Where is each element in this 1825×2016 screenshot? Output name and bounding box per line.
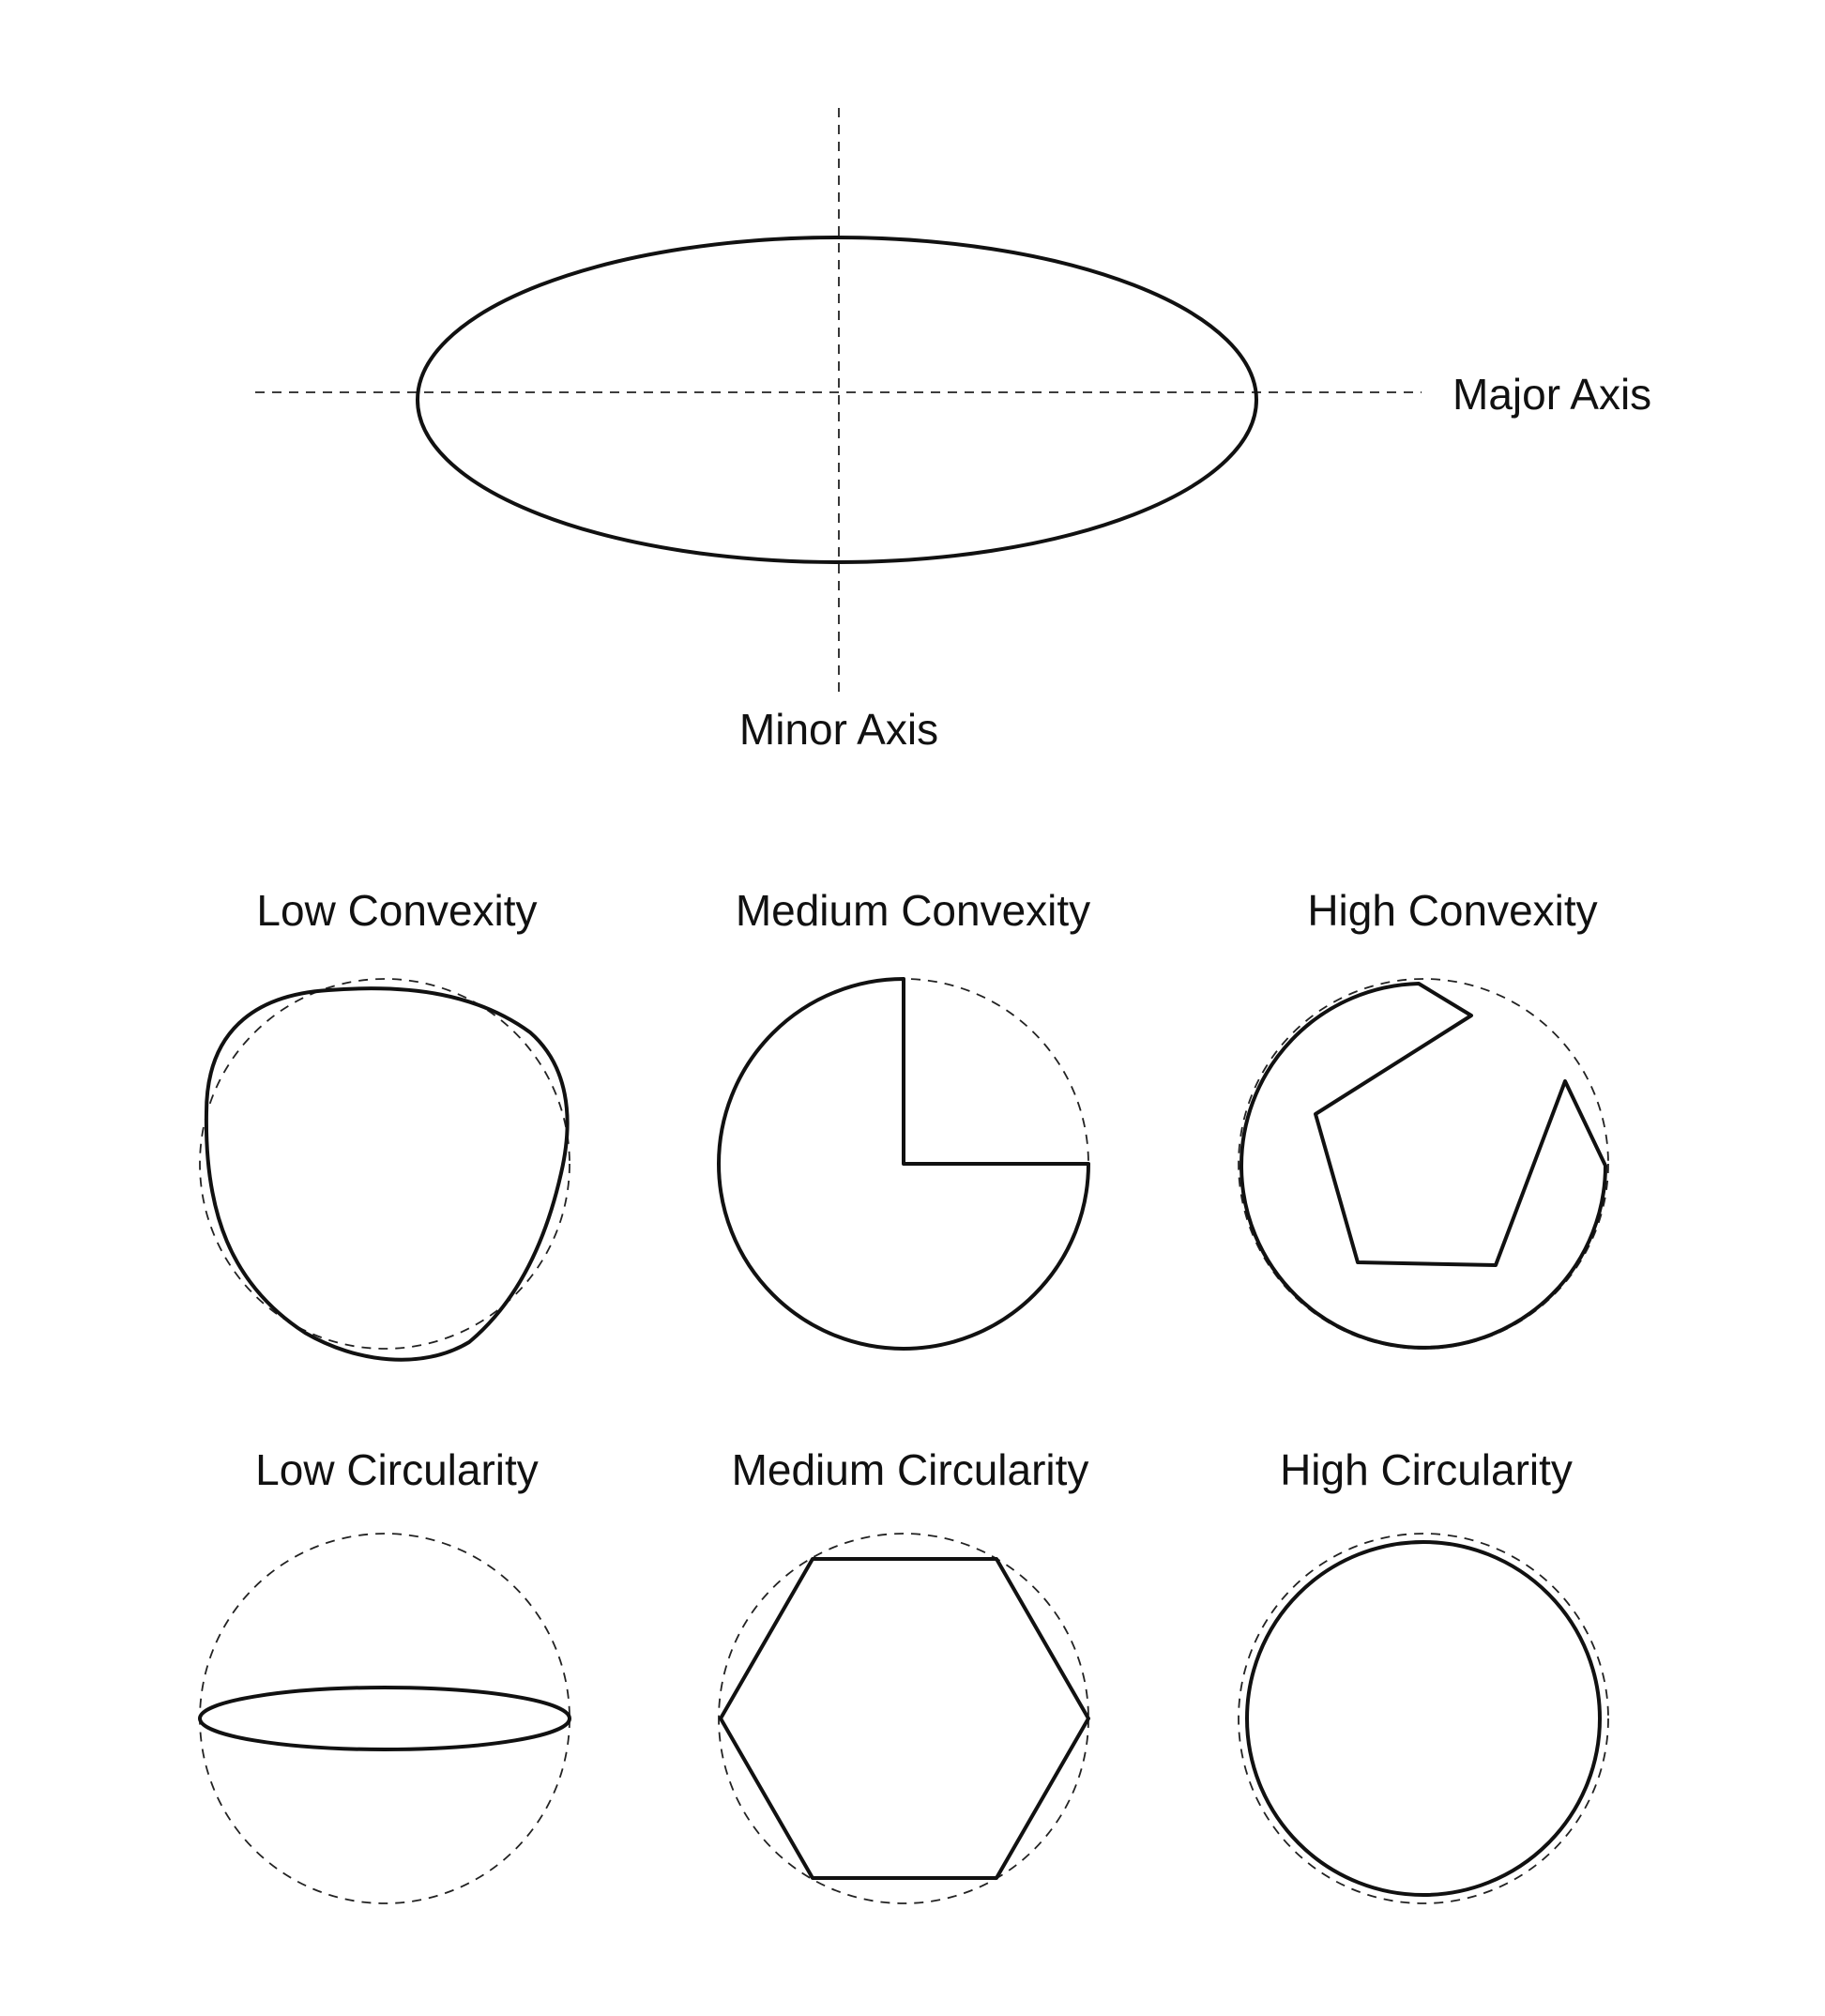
high-convexity-shape <box>1241 984 1605 1348</box>
medium-circularity-panel <box>719 1445 1088 1903</box>
high-circularity-shape <box>1247 1542 1600 1895</box>
low-convexity-panel <box>200 886 570 1360</box>
circularity-row <box>200 1445 1608 1903</box>
high-circularity-label: High Circularity <box>1280 1445 1573 1494</box>
high-convexity-panel <box>1239 886 1608 1349</box>
medium-convexity-shape <box>719 979 1088 1349</box>
reference-circle <box>200 1534 570 1903</box>
low-convexity-label: Low Convexity <box>256 886 538 935</box>
medium-convexity-label: Medium Convexity <box>735 886 1091 935</box>
low-convexity-shape <box>206 988 568 1360</box>
axis-ellipse-figure <box>255 108 1651 754</box>
reference-circle <box>1239 1534 1608 1903</box>
medium-circularity-label: Medium Circularity <box>731 1445 1089 1494</box>
medium-convexity-panel <box>719 886 1090 1349</box>
low-circularity-label: Low Circularity <box>255 1445 539 1494</box>
main-ellipse <box>418 237 1256 562</box>
low-circularity-shape <box>200 1688 570 1749</box>
medium-circularity-shape <box>721 1559 1088 1878</box>
low-circularity-panel <box>200 1445 570 1903</box>
high-convexity-label: High Convexity <box>1307 886 1598 935</box>
high-circularity-panel <box>1239 1445 1608 1903</box>
major-axis-label: Major Axis <box>1452 370 1652 419</box>
convexity-row <box>200 886 1608 1360</box>
reference-circle <box>719 1534 1088 1903</box>
minor-axis-label: Minor Axis <box>738 705 939 754</box>
